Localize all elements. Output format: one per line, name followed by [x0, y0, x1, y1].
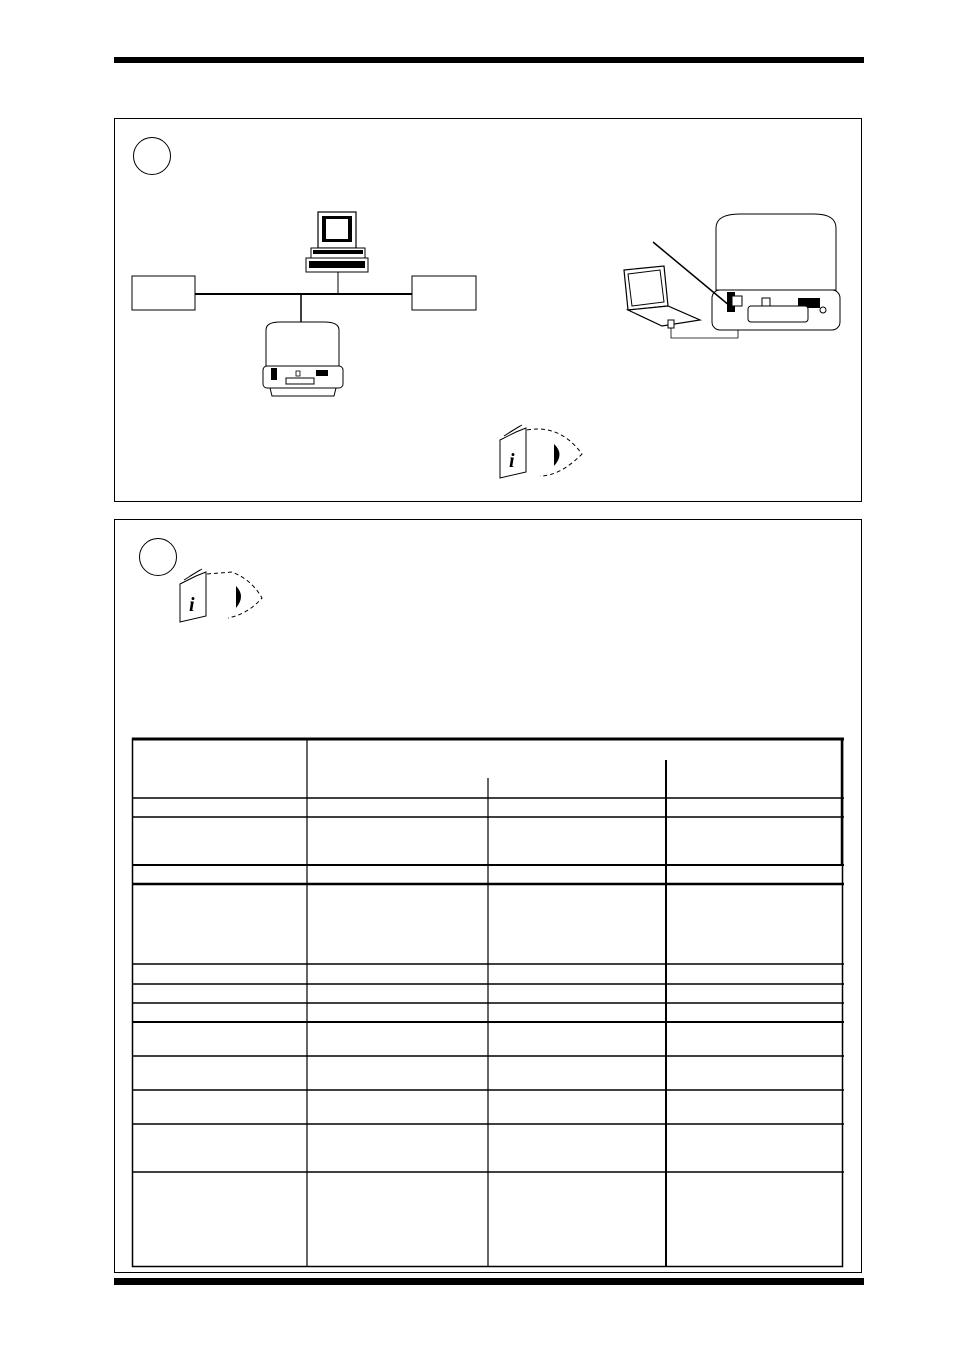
svg-text:i: i — [509, 450, 515, 472]
bottom-rule — [114, 1278, 864, 1285]
svg-text:i: i — [189, 594, 195, 616]
manual-eye-icon-2 — [0, 0, 955, 640]
specifications-table — [132, 738, 844, 1267]
